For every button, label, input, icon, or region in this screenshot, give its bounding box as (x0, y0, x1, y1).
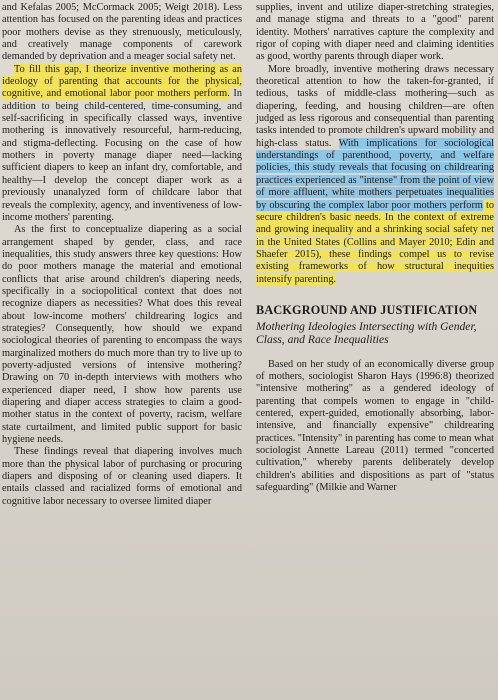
left-paragraph-2-rest: In addition to being child-centered, time-consuming, and self-sacrificing in specifically classed ways, inventive mothering is innovatively resourceful, harm-reducing, and stigma-deflecting. Focusing on the case of how mothers in poverty manage diaper need—lacking sufficient diapers to keep an infant dry, comfortable, and healthy—I develop the concept diaper work as a previously unanalyzed form of childcare labor that reveals the complexity, agency, and inventiveness of low-income mothers' parenting. (2, 88, 242, 223)
subsection-heading: Mothering Ideologies Intersecting with Gender, Class, and Race Inequalities (256, 319, 477, 347)
highlighted-thesis-yellow: To fill this gap, I theorize inventive mothering as an ideology of parenting that accounts for the physical, cognitive, and emotional labor poor mothers perform. (2, 63, 242, 100)
right-paragraph-2 (256, 64, 494, 286)
right-paragraph-3: Based on her study of an economically diverse group of mothers, sociologist Sharon Hays (1996:8) theorized "intensive mothering" as a gendered ideology of parenting that compels women to engage in "child-centered, expert-guided, emotionally absorbing, labor-intensive, and financially expensive" childrearing practices. "Intensity" in parenting has come to mean what sociologist Annette Lareau (2011) termed "concerted cultivation," whereby parents deliberately develop children's abilities and dispositions as part of "status safeguarding" (Milkie and Warner (256, 358, 494, 494)
left-paragraph-3: As the first to conceptualize diapering as a social arrangement shaped by gender, class, and race inequalities, this study answers three key questions: How do poor mothers manage the material and emotional conflicts that arise around children's diapering needs, specifically in a sociopolitical context that does not recognize diapers as necessities? What does this reveal about low-income mothers' childrearing logics and strategies? Consequently, how should we expand sociological theories of parenting to encompass the ways marginalized mothers do much more than try to live up to poverty-adjusted versions of intensive mothering? Drawing on 70 in-depth interviews with mothers who experienced diaper need, I show how parents use diapering and diaper access strategies to claim a good-mother status in the context of poverty, racism, welfare state curtailment, and limited public support for basic hygiene needs. (2, 224, 242, 446)
highlighted-passage-blue: With implications for sociological understandings of parenthood, poverty, and welfare policies, this study reveals that focusing on childrearing practices experienced as "intense" from the point of view of more affluent, white mothers perpetuates inequalities by obscuring the complex labor poor mothers perform (256, 137, 494, 211)
right-paragraph-2-plain: More broadly, inventive mothering draws necessary theoretical attention to how the taken-for-granted, if tedious, tasks of middle-class mothering—such as diapering, feeding, and housing children—are often judged as less rigorous and consequential than parenting tasks intended to promote children's upward mobility and high-class status. (256, 63, 494, 149)
section-heading: BACKGROUND AND JUSTIFICATION (256, 302, 478, 317)
highlighted-passage-yellow: to secure children's basic needs. In the context of extreme and growing inequality and a shrinking social safety net in the United States (Collins and Mayer 2010; Edin and Shaefer 2015), these findings compel us to revise existing frameworks of how structural inequities intensify parenting. (256, 199, 494, 285)
left-column (2, 2, 242, 508)
right-column (256, 2, 494, 495)
left-paragraph-4: These findings reveal that diapering involves much more than the physical labor of purchasing or procuring diapers and disposing of or cleaning used diapers. It entails classed and racialized forms of emotional and cognitive labor necessary to oversee limited diaper (2, 446, 242, 507)
left-paragraph-2 (2, 64, 242, 224)
left-paragraph-1: and Kefalas 2005; McCormack 2005; Weigt 2018). Less attention has focused on the parenting ideas and practices poor mothers devise as they strenuously, meticulously, and creatively manage components of carework demanded by deprivation and a meager social safety net. (2, 2, 242, 63)
right-paragraph-1: supplies, invent and utilize diaper-stretching strategies, and manage stigma and threats to a "good" parent identity. Mothers' narratives capture the complexity and rigor of coping with diaper need and claiming identities as good, worthy parents through diaper work. (256, 2, 494, 63)
